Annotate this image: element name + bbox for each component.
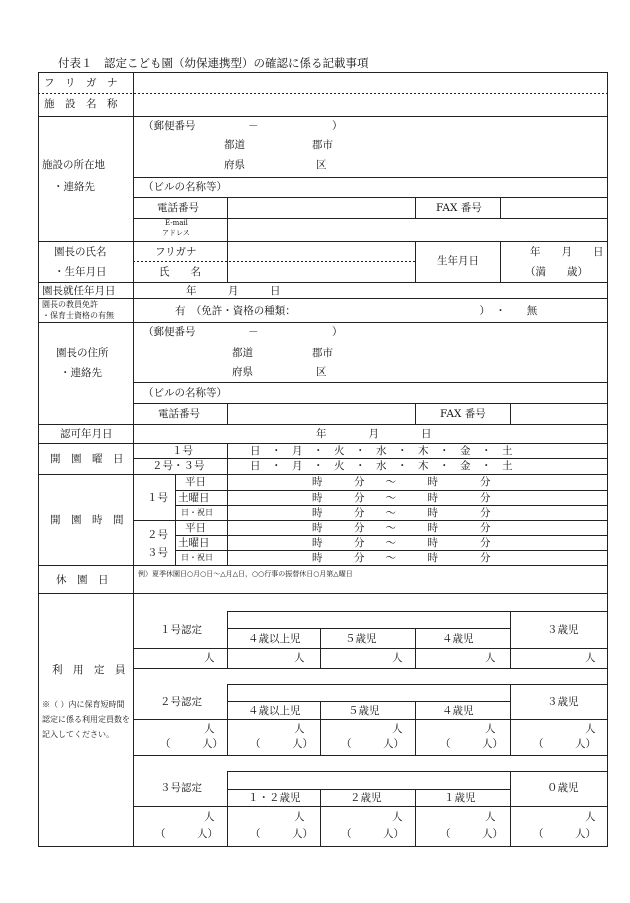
- address-label: 園長の住所: [56, 347, 109, 359]
- director-name: 氏 名: [159, 266, 201, 278]
- cert2-unit-3: 人: [392, 723, 403, 735]
- closed-label: 休 園 日: [56, 574, 109, 586]
- location-building: （ビルの名称等）: [143, 181, 227, 193]
- hours-time-2: 時 分 ～ 時 分: [312, 492, 491, 504]
- cert1-age3: ３歳児: [547, 624, 579, 636]
- cert1-age4plus: ４歳以上児: [248, 633, 301, 645]
- address-label-sub: ・連絡先: [60, 367, 102, 379]
- cert3-unit-3: 人: [392, 811, 403, 823]
- license-value: 有 （免許・資格の種類： ） ・ 無: [175, 305, 538, 317]
- cert2-unit-2: 人: [294, 723, 305, 735]
- location-postal: （郵便番号 － ）: [143, 120, 343, 132]
- open-days-days-23: 日 ・ 月 ・ 火 ・ 水 ・ 木 ・ 金 ・ 土: [250, 460, 513, 472]
- cert2-age5: ５歳児: [348, 705, 380, 717]
- cert2-unit-5: 人: [585, 723, 596, 735]
- cert1-unit-2: 人: [294, 652, 305, 664]
- open-days-group1: １号: [172, 445, 193, 457]
- cert3-unit-1: 人: [204, 811, 215, 823]
- hours-weekday-label: 平日: [185, 476, 206, 488]
- open-hours-group3: ３号: [147, 547, 168, 559]
- hours-saturday-label-2: 土曜日: [178, 537, 210, 549]
- cert3-unit-4: 人: [485, 811, 496, 823]
- open-days-label: 開 園 曜 日: [50, 453, 124, 465]
- cert1-unit-5: 人: [585, 652, 596, 664]
- license-label-sub: ・保育士資格の有無: [42, 311, 114, 320]
- cert2-age4plus: ４歳以上児: [248, 705, 301, 717]
- address-gunshi: 郡市: [312, 347, 333, 359]
- address-ku: 区: [316, 366, 327, 378]
- cert1-age5: ５歳児: [345, 633, 377, 645]
- director-furigana: フリガナ: [155, 246, 197, 258]
- hours-time-6: 時 分 ～ 時 分: [312, 552, 491, 564]
- capacity-label: 利 用 定 員: [52, 664, 126, 676]
- hours-time-1: 時 分 ～ 時 分: [312, 476, 491, 488]
- cert3-age1: １歳児: [444, 792, 476, 804]
- director-age: （満 歳）: [525, 266, 588, 278]
- location-label-sub: ・連絡先: [53, 181, 95, 193]
- capacity-note: ※（ ）内に保育短時間認定に係る利用定員数を記入してください。: [42, 700, 130, 739]
- appointment-label: 園長就任年月日: [42, 285, 116, 297]
- cert2-age3: ３歳児: [547, 696, 579, 708]
- email-label: E-mail: [165, 219, 188, 227]
- cert3-unit-5: 人: [585, 811, 596, 823]
- hours-saturday-label: 土曜日: [178, 492, 210, 504]
- director-label: 園長の氏名: [54, 246, 107, 258]
- cert1-unit-1: 人: [204, 652, 215, 664]
- location-todo: 都道: [224, 139, 245, 151]
- cert3-short-5: （ 人）: [533, 828, 596, 840]
- location-gunshi: 郡市: [312, 139, 333, 151]
- cert3-age0: ０歳児: [547, 782, 579, 794]
- cert3-age12: １・２歳児: [248, 792, 301, 804]
- cert2-unit-4: 人: [485, 723, 496, 735]
- director-birth-label: 生年月日: [437, 255, 479, 267]
- address-phone-label: 電話番号: [158, 408, 200, 420]
- location-phone-label: 電話番号: [157, 202, 199, 214]
- address-todo: 都道: [232, 347, 253, 359]
- hours-time-4: 時 分 ～ 時 分: [312, 522, 491, 534]
- address-fax-label: FAX 番号: [440, 408, 486, 420]
- address-postal: （郵便番号 － ）: [143, 326, 343, 338]
- open-days-days-1: 日 ・ 月 ・ 火 ・ 水 ・ 木 ・ 金 ・ 土: [250, 445, 513, 457]
- cert3-short-3: （ 人）: [341, 828, 404, 840]
- cert2-age4: ４歳児: [442, 705, 474, 717]
- director-birth-ymd: 年 月 日: [530, 246, 604, 258]
- location-ku: 区: [316, 159, 327, 171]
- hours-holiday-label-2: 日・祝日: [181, 553, 213, 562]
- hours-time-5: 時 分 ～ 時 分: [312, 537, 491, 549]
- cert3-label: ３号認定: [160, 782, 202, 794]
- open-hours-group1: １号: [147, 492, 168, 504]
- hours-time-3: 時 分 ～ 時 分: [312, 507, 491, 519]
- location-label: 施設の所在地: [42, 159, 105, 171]
- cert2-short-2: （ 人）: [250, 738, 313, 750]
- cert3-short-4: （ 人）: [440, 828, 503, 840]
- cert1-label: １号認定: [160, 624, 202, 636]
- location-fuken: 府県: [224, 159, 245, 171]
- furigana-label: フ リ ガ ナ: [44, 77, 118, 89]
- appointment-value: 年 月 日: [186, 285, 281, 297]
- open-hours-label: 開 園 時 間: [50, 514, 124, 526]
- open-days-group23: ２号・３号: [152, 460, 205, 472]
- location-fax-label: FAX 番号: [436, 202, 482, 214]
- facility-name-label: 施 設 名 称: [44, 98, 118, 110]
- cert2-label: ２号認定: [160, 696, 202, 708]
- open-hours-group2: ２号: [147, 529, 168, 541]
- cert2-unit-1: 人: [204, 723, 215, 735]
- cert2-short-4: （ 人）: [440, 738, 503, 750]
- cert1-unit-4: 人: [485, 652, 496, 664]
- cert3-age2: ２歳児: [350, 792, 382, 804]
- approval-value: 年 月 日: [316, 428, 432, 440]
- email-label-sub: アドレス: [162, 229, 190, 237]
- cert3-short-2: （ 人）: [250, 828, 313, 840]
- hours-weekday-label-2: 平日: [185, 522, 206, 534]
- license-label: 園長の教員免許: [42, 300, 98, 309]
- cert3-short-1: （ 人）: [155, 828, 218, 840]
- cert2-short-1: （ 人）: [160, 738, 223, 750]
- closed-example: 例）夏季休園日○月○日～△月△日，○○行事の振替休日○月第△曜日: [138, 570, 353, 578]
- cert3-unit-2: 人: [294, 811, 305, 823]
- address-building: （ビルの名称等）: [143, 387, 227, 399]
- cert2-short-3: （ 人）: [341, 738, 404, 750]
- form-title: 付表１ 認定こども園（幼保連携型）の確認に係る記載事項: [58, 56, 369, 70]
- director-label-sub: ・生年月日: [54, 266, 107, 278]
- cert2-short-5: （ 人）: [533, 738, 596, 750]
- cert1-unit-3: 人: [392, 652, 403, 664]
- approval-label: 認可年月日: [60, 428, 113, 440]
- address-fuken: 府県: [232, 366, 253, 378]
- hours-holiday-label: 日・祝日: [181, 508, 213, 517]
- cert1-age4: ４歳児: [442, 633, 474, 645]
